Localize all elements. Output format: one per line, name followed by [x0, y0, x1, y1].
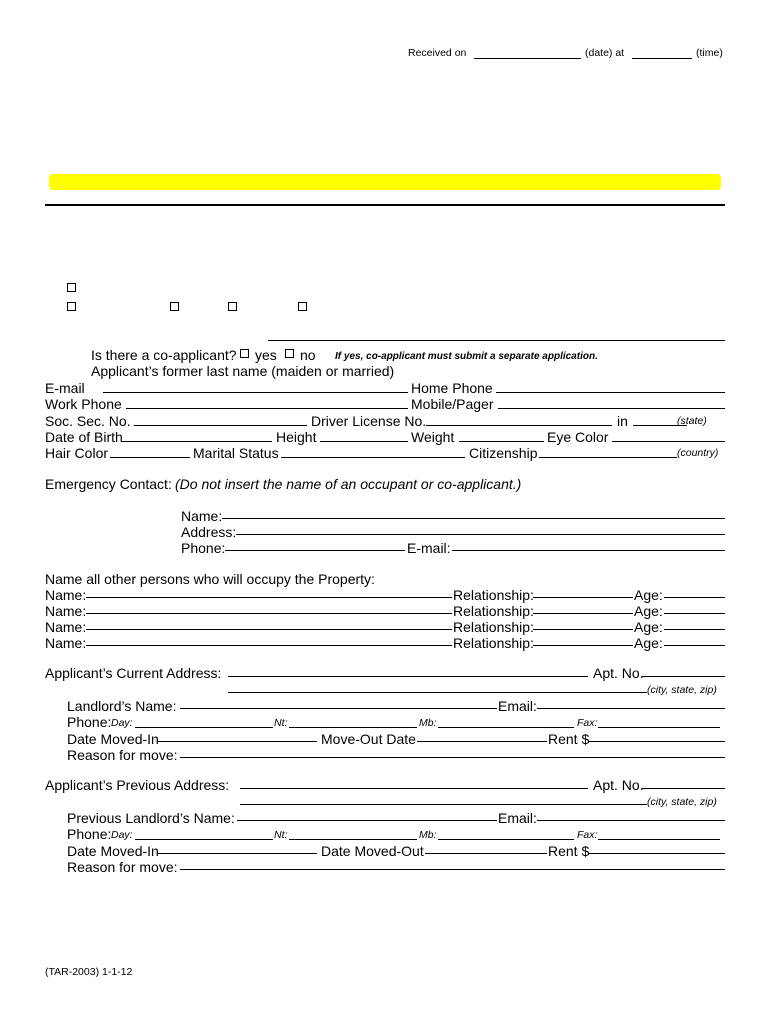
- current-city-state-zip-field[interactable]: [228, 692, 647, 693]
- current-address-label: Applicant’s Current Address:: [45, 665, 222, 681]
- previous-city-state-zip-field[interactable]: [240, 804, 647, 805]
- occupant-name-field-1[interactable]: [86, 597, 452, 598]
- current-nt-phone-field[interactable]: [289, 727, 417, 728]
- previous-day-label: Day:: [111, 829, 133, 841]
- coapplicant-no-checkbox[interactable]: [285, 349, 294, 358]
- occupant-age-field-3[interactable]: [664, 629, 725, 630]
- dl-field[interactable]: [426, 425, 612, 426]
- weight-field[interactable]: [459, 441, 544, 442]
- current-landlord-email-field[interactable]: [537, 708, 725, 709]
- current-rent-field[interactable]: [589, 741, 725, 742]
- previous-mb-phone-field[interactable]: [438, 839, 574, 840]
- current-reason-label: Reason for move:: [67, 747, 178, 763]
- checkbox-5[interactable]: [298, 302, 307, 311]
- previous-address-label: Applicant’s Previous Address:: [45, 777, 230, 793]
- current-rent-label: Rent $: [548, 731, 590, 747]
- occupant-age-field-2[interactable]: [664, 613, 725, 614]
- dl-label: Driver License No.: [311, 413, 427, 429]
- occupant-age-label-3: Age:: [634, 619, 663, 635]
- occupant-relationship-field-3[interactable]: [533, 629, 633, 630]
- current-day-phone-field[interactable]: [135, 727, 273, 728]
- previous-landlord-email-label: Email:: [498, 810, 537, 826]
- emergency-contact-label: Emergency Contact:: [45, 476, 172, 492]
- previous-reason-label: Reason for move:: [67, 859, 178, 875]
- current-landlord-field[interactable]: [180, 708, 497, 709]
- emergency-name-field[interactable]: [222, 518, 725, 519]
- occupant-relationship-field-4[interactable]: [533, 645, 633, 646]
- occupant-age-label-4: Age:: [634, 635, 663, 651]
- current-fax-field[interactable]: [598, 727, 720, 728]
- emergency-name-label: Name:: [181, 508, 223, 524]
- previous-moved-out-field[interactable]: [425, 853, 547, 854]
- work-phone-field[interactable]: [126, 408, 408, 409]
- checkbox-3[interactable]: [170, 302, 179, 311]
- ssn-field[interactable]: [134, 425, 307, 426]
- coapplicant-question: Is there a co-applicant?: [91, 347, 237, 363]
- current-move-out-field[interactable]: [417, 741, 547, 742]
- occupant-name-label-2: Name:: [45, 603, 87, 619]
- previous-rent-label: Rent $: [548, 843, 590, 859]
- previous-csz-hint: (city, state, zip): [647, 796, 717, 808]
- coapplicant-no-label: no: [300, 347, 316, 363]
- mobile-field[interactable]: [498, 408, 725, 409]
- emergency-phone-field[interactable]: [225, 550, 405, 551]
- hair-color-field[interactable]: [110, 457, 190, 458]
- previous-mb-label: Mb:: [419, 829, 437, 841]
- email-field[interactable]: [103, 392, 408, 393]
- occupant-age-field-4[interactable]: [664, 645, 725, 646]
- received-on-label: Received on: [408, 47, 467, 59]
- current-csz-hint: (city, state, zip): [647, 684, 717, 696]
- previous-landlord-label: Previous Landlord’s Name:: [67, 810, 235, 826]
- height-label: Height: [276, 429, 317, 445]
- occupant-age-label-1: Age:: [634, 587, 663, 603]
- current-address-field[interactable]: [228, 676, 588, 677]
- mobile-label: Mobile/Pager: [411, 396, 494, 412]
- checkbox-1[interactable]: [67, 283, 76, 292]
- received-time-label: (time): [696, 47, 723, 59]
- previous-nt-label: Nt:: [274, 829, 288, 841]
- work-phone-label: Work Phone: [45, 396, 122, 412]
- previous-reason-field[interactable]: [180, 869, 725, 870]
- emergency-address-field[interactable]: [236, 534, 725, 535]
- occupant-relationship-label-1: Relationship:: [453, 587, 534, 603]
- eye-color-field[interactable]: [612, 441, 725, 442]
- dob-label: Date of Birth: [45, 429, 123, 445]
- current-reason-field[interactable]: [180, 757, 725, 758]
- previous-apt-label: Apt. No.: [593, 777, 644, 793]
- coapplicant-yes-checkbox[interactable]: [240, 349, 249, 358]
- previous-nt-phone-field[interactable]: [289, 839, 417, 840]
- previous-fax-label: Fax:: [577, 829, 598, 841]
- emergency-email-field[interactable]: [452, 550, 725, 551]
- emergency-contact-note: (Do not insert the name of an occupant or co-applicant.): [175, 476, 522, 492]
- occupant-name-field-2[interactable]: [86, 613, 452, 614]
- checkbox-2[interactable]: [67, 302, 76, 311]
- previous-landlord-field[interactable]: [237, 820, 497, 821]
- previous-address-field[interactable]: [240, 788, 588, 789]
- state-hint: (state): [677, 415, 707, 427]
- current-move-out-label: Move-Out Date: [321, 731, 416, 747]
- occupant-name-label-4: Name:: [45, 635, 87, 651]
- received-date-label: (date) at: [585, 47, 625, 59]
- current-landlord-email-label: Email:: [498, 698, 537, 714]
- email-label: E-mail: [45, 380, 85, 396]
- citizenship-field[interactable]: [539, 457, 677, 458]
- previous-rent-field[interactable]: [589, 853, 725, 854]
- current-nt-label: Nt:: [274, 717, 288, 729]
- previous-moved-out-label: Date Moved-Out: [321, 843, 424, 859]
- emergency-email-label: E-mail:: [407, 540, 451, 556]
- current-apt-label: Apt. No.: [593, 665, 644, 681]
- home-phone-field[interactable]: [496, 392, 725, 393]
- highlight-bar: [49, 174, 721, 190]
- weight-label: Weight: [411, 429, 455, 445]
- occupant-relationship-label-2: Relationship:: [453, 603, 534, 619]
- previous-phone-label: Phone:: [67, 826, 112, 842]
- occupant-relationship-field-2[interactable]: [533, 613, 633, 614]
- previous-apt-field[interactable]: [642, 788, 725, 789]
- current-mb-label: Mb:: [419, 717, 437, 729]
- former-last-name-label: Applicant’s former last name (maiden or married): [91, 363, 395, 379]
- current-fax-label: Fax:: [577, 717, 598, 729]
- current-day-label: Day:: [111, 717, 133, 729]
- current-apt-field[interactable]: [642, 676, 725, 677]
- dl-in-label: in: [617, 413, 628, 429]
- current-landlord-label: Landlord’s Name:: [67, 698, 177, 714]
- country-hint: (country): [677, 447, 719, 459]
- eye-color-label: Eye Color: [547, 429, 609, 445]
- occupant-age-field-1[interactable]: [664, 597, 725, 598]
- current-phone-label: Phone:: [67, 714, 112, 730]
- home-phone-label: Home Phone: [411, 380, 493, 396]
- emergency-phone-label: Phone:: [181, 540, 226, 556]
- occupants-title: Name all other persons who will occupy the Property:: [45, 571, 375, 587]
- previous-landlord-email-field[interactable]: [537, 820, 725, 821]
- form-id: (TAR-2003) 1-1-12: [45, 966, 133, 978]
- checkbox-4[interactable]: [228, 302, 237, 311]
- current-moved-in-label: Date Moved-In: [67, 731, 159, 747]
- blank-line[interactable]: [268, 340, 725, 341]
- header-rule: [45, 204, 725, 206]
- previous-fax-field[interactable]: [598, 839, 720, 840]
- current-mb-phone-field[interactable]: [438, 727, 574, 728]
- occupant-name-label-3: Name:: [45, 619, 87, 635]
- previous-moved-in-field[interactable]: [158, 853, 317, 854]
- dob-field[interactable]: [122, 441, 272, 442]
- current-moved-in-field[interactable]: [158, 741, 317, 742]
- occupant-name-label-1: Name:: [45, 587, 87, 603]
- height-field[interactable]: [320, 441, 408, 442]
- occupant-relationship-label-4: Relationship:: [453, 635, 534, 651]
- occupant-name-field-4[interactable]: [86, 645, 452, 646]
- citizenship-label: Citizenship: [469, 445, 538, 461]
- occupant-relationship-field-1[interactable]: [533, 597, 633, 598]
- received-time-field[interactable]: [632, 58, 692, 59]
- previous-day-phone-field[interactable]: [135, 839, 273, 840]
- received-date-field[interactable]: [474, 58, 581, 59]
- marital-status-label: Marital Status: [193, 445, 279, 461]
- marital-status-field[interactable]: [281, 457, 465, 458]
- ssn-label: Soc. Sec. No.: [45, 413, 131, 429]
- occupant-relationship-label-3: Relationship:: [453, 619, 534, 635]
- occupant-name-field-3[interactable]: [86, 629, 452, 630]
- emergency-address-label: Address:: [181, 524, 237, 540]
- previous-moved-in-label: Date Moved-In: [67, 843, 159, 859]
- occupant-age-label-2: Age:: [634, 603, 663, 619]
- hair-color-label: Hair Color: [45, 445, 109, 461]
- coapplicant-note: If yes, co-applicant must submit a separate application.: [335, 351, 598, 362]
- coapplicant-yes-label: yes: [255, 347, 277, 363]
